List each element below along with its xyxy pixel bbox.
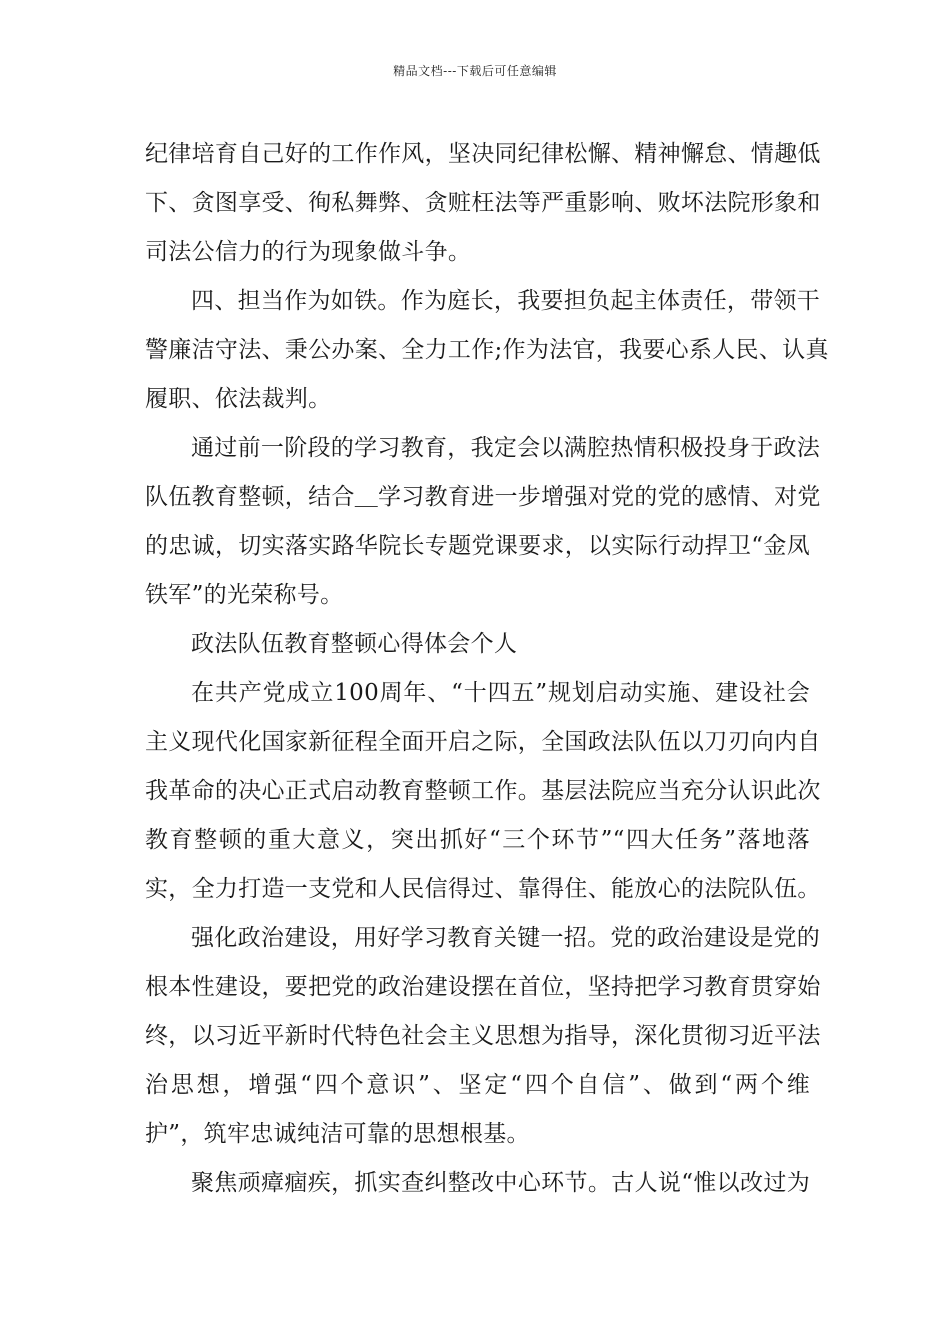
- paragraph-start-line: 通过前一阶段的学习教育，我定会以满腔热情积极投身于政法: [191, 435, 821, 461]
- text-line: 我革命的决心正式启动教育整顿工作。基层法院应当充分认识此次: [145, 778, 821, 804]
- section-heading: 政法队伍教育整顿心得体会个人: [191, 631, 518, 657]
- text-line: 终，以习近平新时代特色社会主义思想为指导，深化贯彻习近平法: [145, 1023, 821, 1049]
- text-line: 治思想，增强“四个意识”、坚定“四个自信”、做到“两个维: [145, 1072, 810, 1098]
- page-header: 精品文档---下载后可任意编辑: [393, 64, 557, 78]
- text-line: 下、贪图享受、徇私舞弊、贪赃枉法等严重影响、败坏法院形象和: [145, 190, 821, 216]
- text-line: 队伍教育整顿，结合＿学习教育进一步增强对党的党的感情、对党: [145, 484, 821, 510]
- text-line: 根本性建设，要把党的政治建设摆在首位，坚持把学习教育贯穿始: [145, 974, 821, 1000]
- paragraph-start-line: 聚焦顽瘴痼疾，抓实查纠整改中心环节。古人说“惟以改过为: [191, 1170, 810, 1196]
- text-line: 的忠诚，切实落实路华院长专题党课要求，以实际行动捍卫“金凤: [145, 533, 810, 559]
- text-line: 实，全力打造一支党和人民信得过、靠得住、能放心的法院队伍。: [145, 876, 821, 902]
- text-line: 司法公信力的行为现象做斗争。: [145, 239, 472, 265]
- text-line: 教育整顿的重大意义，突出抓好“三个环节”“四大任务”落地落: [145, 827, 810, 853]
- body-text: [145, 130, 829, 1208]
- text-line: 纪律培育自己好的工作作风，坚决同纪律松懈、精神懈怠、情趣低: [145, 141, 821, 167]
- text-line: 护”，筑牢忠诚纯洁可靠的思想根基。: [145, 1121, 530, 1147]
- paragraph-start-line: 强化政治建设，用好学习教育关键一招。党的政治建设是党的: [191, 925, 821, 951]
- text-line: 警廉洁守法、秉公办案、全力工作;作为法官，我要心系人民、认真: [145, 337, 829, 363]
- text-line: 铁军”的光荣称号。: [145, 582, 344, 608]
- paragraph-start-line: 在共产党成立100周年、“十四五”规划启动实施、建设社会: [191, 680, 810, 706]
- paragraph-start-line: 四、担当作为如铁。作为庭长，我要担负起主体责任，带领干: [191, 288, 821, 314]
- text-line: 主义现代化国家新征程全面开启之际，全国政法队伍以刀刃向内自: [145, 729, 821, 755]
- text-line: 履职、依法裁判。: [145, 386, 332, 412]
